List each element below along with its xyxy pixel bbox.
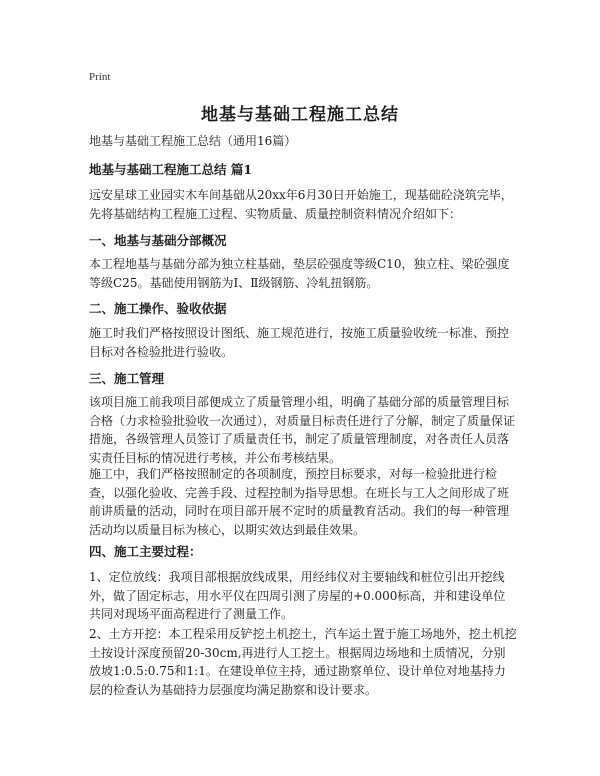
section-heading-3: 三、施工管理	[89, 371, 165, 386]
section-heading-2: 二、施工操作、验收依据	[89, 301, 227, 316]
section-1-paragraph: 本工程地基与基础分部为独立柱基础，垫层砼强度等级C10，独立柱、梁砼强度等级C25。基础使用钢筋为Ⅰ、Ⅱ级钢筋、冷轧扭钢筋。	[89, 257, 510, 290]
section-2-paragraph: 施工时我们严格按照设计图纸、施工规范进行，按施工质量验收统一标准、预控目标对各检验批进行验收。	[89, 326, 510, 359]
section-heading-1: 一、地基与基础分部概况	[89, 233, 227, 248]
section-4-paragraph-2: 2、土方开挖：本工程采用反铲挖土机挖土，汽车运土置于施工场地外，挖土机挖土按设计深度预留20-30cm,再进行人工挖土。根据周边场地和土质情况，分别放坡1:0.5:0.75和1:1。在建设单位主持，通过勘察单位、设计单位对地基持力层的检查认为基础持力层强度均满足勘察和设计要求。	[89, 627, 517, 697]
document-title: 地基与基础工程施工总结	[201, 105, 399, 125]
print-label: Print	[89, 71, 111, 83]
section-3-paragraph-2: 施工中，我们严格按照制定的各项制度，预控目标要求，对每一检验批进行检查，以强化验收、完善手段、过程控制为指导思想。在班长与工人之间形成了班前讲质量的活动，同时在项目部开展不定时的质量教育活动。我们的每一种管理活动均以质量目标为核心，以期实效达到最佳效果。	[89, 467, 510, 537]
section-heading-4: 四、施工主要过程：	[89, 544, 202, 559]
intro-paragraph: 远安星球工业园实木车间基础从20xx年6月30日开始施工，现基础砼浇筑完毕，先将基础结构工程施工过程、实物质量、质量控制资料情况介绍如下：	[89, 188, 513, 221]
section-3-paragraph-1: 该项目施工前我项目部便成立了质量管理小组，明确了基础分部的质量管理目标合格（力求检验批验收一次通过），对质量目标责任进行了分解，制定了质量保证措施，各级管理人员签订了质量责任书，制定了质量管理制度，对各责任人员落实责任目标的情况进行考核，并公布考核结果。	[89, 395, 516, 465]
part-heading: 地基与基础工程施工总结 篇1	[89, 162, 253, 177]
document-subtitle: 地基与基础工程施工总结（通用16篇）	[89, 134, 297, 148]
section-4-paragraph-1: 1、定位放线：我项目部根据放线成果，用经纬仪对主要轴线和桩位引出开挖线外，做了固定标志，用水平仪在四周引测了房屋的+0.000标高，并和建设单位共同对现场平面高程进行了测量工作。	[89, 570, 506, 621]
